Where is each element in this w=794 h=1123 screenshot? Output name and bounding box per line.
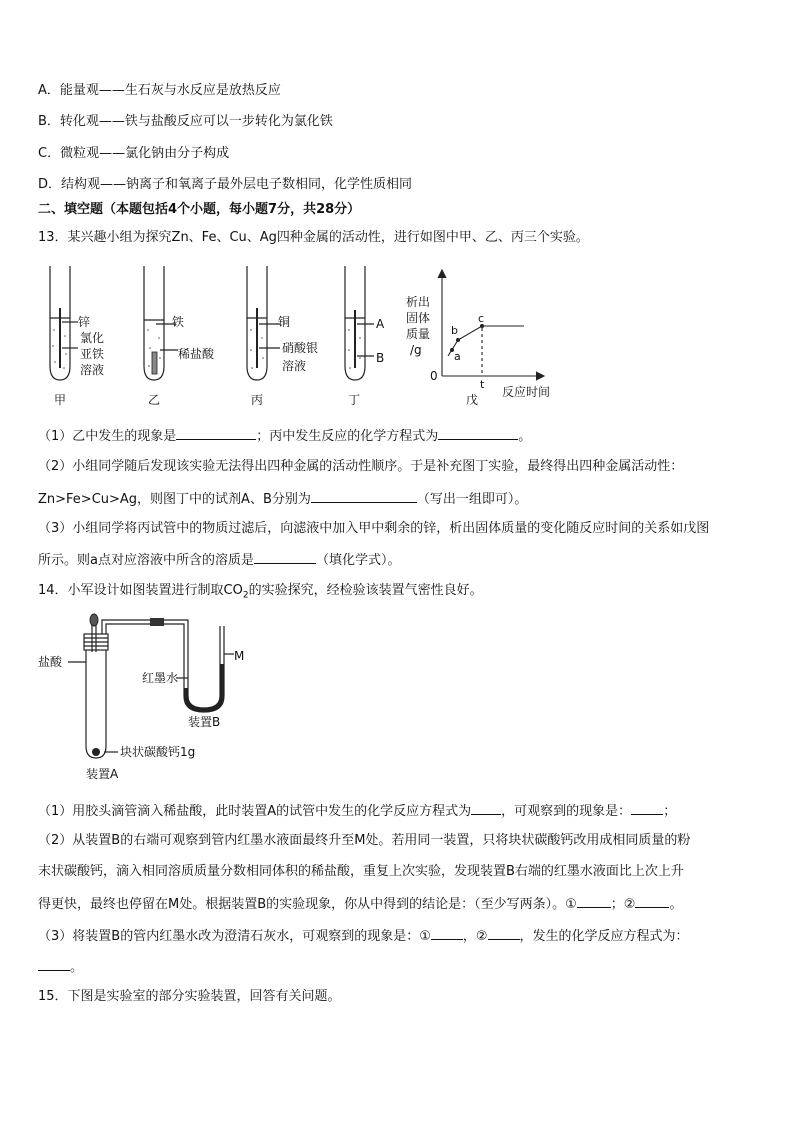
caption-yi: 乙	[148, 393, 161, 407]
q14-stem: 14．小军设计如图装置进行制取$CO_2$的实验探究，经检验该装置气密性良好。	[38, 583, 483, 601]
tube-clip	[150, 618, 164, 626]
answer-blank[interactable]	[471, 801, 501, 815]
label-zinc: 锌	[78, 315, 91, 329]
label-hydrochloric-acid: 盐酸	[38, 655, 63, 669]
answer-blank[interactable]	[176, 426, 256, 440]
caption-ding: 丁	[348, 393, 361, 407]
graph-label-b: b	[451, 324, 458, 337]
label-m: M	[234, 649, 245, 663]
graph-ylabel-4: /g	[410, 343, 422, 357]
q14-part2-c: 得更快，最终也停留在M处。根据装置B的实验现象，你从中得到的结论是：（至少写两条）。① ；② 。	[38, 894, 682, 914]
q15-stem: 15．下图是实验室的部分实验装置，回答有关问题。	[38, 989, 341, 1004]
q14-part3-a: （3）将装置B的管内红墨水改为澄清石灰水，可观察到的现象是：① ，② ，发生的化学反应方程式为：	[38, 926, 689, 946]
choice-b: B．转化观——铁与盐酸反应可以一步转化为氯化铁	[38, 114, 333, 129]
answer-blank[interactable]	[38, 957, 70, 971]
q14-part2-b: 末状碳酸钙，滴入相同溶质质量分数相同体积的稀盐酸，重复上次实验，发现装置B右端的红墨水液面比上次上升	[38, 864, 684, 879]
q13-part2-b: Zn>Fe>Cu>Ag，则图丁中的试剂A、B分别为 （写出一组即可）。	[38, 489, 527, 509]
answer-blank[interactable]	[488, 926, 520, 940]
graph-ylabel-1: 析出	[406, 295, 431, 309]
label-copper: 铜	[278, 315, 291, 329]
choice-d: D．结构观——钠离子和氧离子最外层电子数相同，化学性质相同	[38, 177, 413, 192]
label-silver-nitrate: 硝酸银	[282, 341, 319, 355]
u-tube-b	[184, 626, 224, 712]
label-solution-bing: 溶液	[282, 359, 307, 373]
caption-bing: 丙	[251, 393, 264, 407]
caption-jia: 甲	[54, 393, 67, 407]
label-ferrous: 亚铁	[80, 347, 105, 361]
label-hcl: 稀盐酸	[178, 347, 215, 361]
answer-blank[interactable]	[438, 426, 518, 440]
choice-a: A．能量观——生石灰与水反应是放热反应	[38, 83, 281, 98]
answer-blank[interactable]	[254, 550, 316, 564]
choice-c: C．微粒观——氯化钠由分子构成	[38, 146, 230, 161]
graph-ylabel-2: 固体	[406, 311, 431, 325]
red-ink	[184, 664, 224, 712]
answer-blank[interactable]	[635, 894, 669, 908]
caption-wu: 戊	[466, 393, 479, 407]
label-iron: 铁	[172, 315, 185, 329]
q13-stem: 13．某兴趣小组为探究Zn、Fe、Cu、Ag四种金属的活动性，进行如图中甲、乙、丙三个实验。	[38, 230, 589, 245]
q13-figure	[38, 258, 578, 410]
q14-part3-b: 。	[38, 957, 83, 977]
iron-nail	[152, 352, 157, 374]
q13-part2-a: （2）小组同学随后发现该实验无法得出四种金属的活动性顺序。于是补充图丁实验，最终得出四种金属活动性：	[38, 459, 684, 474]
section-title: 二、填空题（本题包括4个小题，每小题7分，共28分）	[38, 202, 361, 217]
graph-ylabel-3: 质量	[406, 327, 431, 341]
test-tube-a	[86, 642, 106, 758]
graph-xlabel: 反应时间	[502, 385, 551, 399]
label-reagent-b: B	[376, 351, 385, 365]
label-device-b: 装置B	[188, 715, 221, 729]
graph-label-a: a	[454, 350, 461, 363]
q13-part3-a: （3）小组同学将丙试管中的物质过滤后，向滤液中加入甲中剩余的锌，析出固体质量的变化随反应时间的关系如戊图	[38, 521, 710, 536]
q14-part2-a: （2）从装置B的右端可观察到管内红墨水液面最终升至M处。若用同一装置，只将块状碳酸钙改用成相同质量的粉	[38, 833, 691, 848]
answer-blank[interactable]	[577, 894, 611, 908]
graph-label-c: c	[478, 312, 485, 325]
label-device-a: 装置A	[86, 767, 119, 781]
q14-part1: （1）用胶头滴管滴入稀盐酸，此时装置A的试管中发生的化学反应方程式为 ，可观察到的现象是： ；	[38, 801, 676, 821]
answer-blank[interactable]	[311, 489, 417, 503]
label-calcium-carbonate: 块状碳酸钙1g	[120, 745, 196, 759]
q13-part1: （1）乙中发生的现象是 ；丙中发生反应的化学方程式为 。	[38, 426, 531, 446]
graph-origin: 0	[430, 369, 438, 383]
answer-blank[interactable]	[431, 926, 463, 940]
label-solution-jia: 溶液	[80, 363, 105, 377]
label-red-ink: 红墨水	[142, 671, 179, 685]
calcium-carbonate-lump	[92, 748, 100, 756]
q13-part3-b: 所示。则a点对应溶液中所含的溶质是 （填化学式）。	[38, 550, 400, 570]
answer-blank[interactable]	[631, 801, 663, 815]
graph-label-t: t	[480, 378, 485, 391]
label-reagent-a: A	[376, 317, 385, 331]
point-b	[456, 338, 460, 342]
label-chloride: 氯化	[80, 331, 105, 345]
q14-figure	[38, 612, 298, 790]
